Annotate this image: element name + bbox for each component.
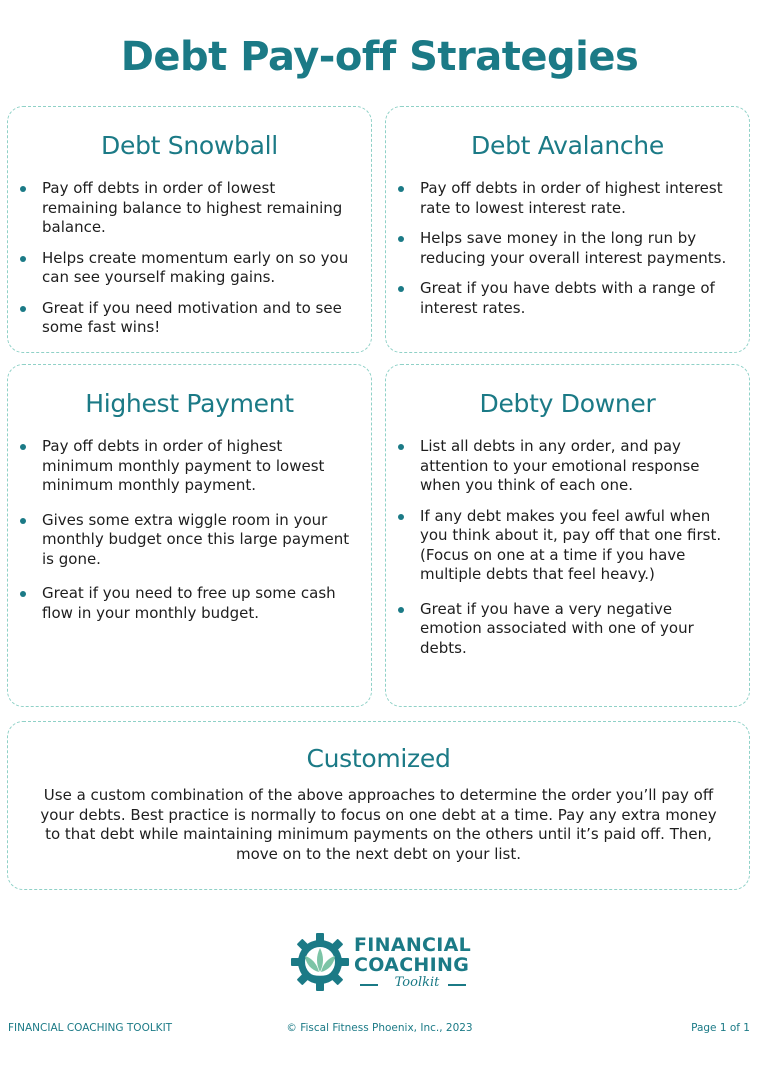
- bullet-list: [8, 437, 371, 623]
- card-debt-avalanche: [385, 106, 750, 353]
- logo-word-coaching: COACHING: [354, 954, 470, 976]
- bullet-item: List all debts in any order, and pay attention to your emotional response when you think of each one.: [386, 437, 731, 496]
- bullet-item: Great if you need to free up some cash flow in your monthly budget.: [8, 584, 353, 623]
- bullet-item: Helps create momentum early on so you can see yourself making gains.: [8, 249, 353, 288]
- card-heading: Debt Snowball: [101, 131, 278, 160]
- card-heading: Debt Avalanche: [471, 131, 664, 160]
- card-highest-payment: [7, 364, 372, 707]
- bullet-list: [386, 179, 749, 318]
- bullet-item: Gives some extra wiggle room in your monthly budget once this large payment is gone.: [8, 511, 353, 570]
- footer-page-number: Page 1 of 1: [691, 1022, 750, 1034]
- logo-word-financial: FINANCIAL: [354, 934, 472, 956]
- bullet-item: Pay off debts in order of lowest remaining balance to highest remaining balance.: [8, 179, 353, 238]
- bullet-list: [8, 179, 371, 338]
- bullet-item: Helps save money in the long run by reducing your overall interest payments.: [386, 229, 731, 268]
- card-customized: [7, 721, 750, 890]
- footer-copyright: © Fiscal Fitness Phoenix, Inc., 2023: [286, 1022, 473, 1034]
- card-heading: Highest Payment: [85, 389, 294, 418]
- gear-leaf-icon: [290, 932, 350, 992]
- bullet-item: Great if you need motivation and to see some fast wins!: [8, 299, 353, 338]
- bullet-list: [386, 437, 749, 658]
- card-heading: Debty Downer: [479, 389, 656, 418]
- bullet-item: Pay off debts in order of highest interest rate to lowest interest rate.: [386, 179, 731, 218]
- bullet-item: Pay off debts in order of highest minimum monthly payment to lowest minimum monthly payment.: [8, 437, 353, 496]
- financial-coaching-toolkit-logo: [290, 932, 480, 996]
- card-debt-snowball: [7, 106, 372, 353]
- bullet-item: Great if you have a very negative emotion associated with one of your debts.: [386, 600, 731, 659]
- footer-left: FINANCIAL COACHING TOOLKIT: [8, 1022, 173, 1034]
- page-title: Debt Pay-off Strategies: [120, 34, 639, 80]
- card-heading: Customized: [306, 744, 451, 773]
- logo-rule-right: [448, 984, 466, 986]
- bullet-item: If any debt makes you feel awful when you think about it, pay off that one first. (Focus on one at a time if you have multiple debts that feel heavy.): [386, 507, 731, 585]
- logo-word-toolkit: Toolkit: [394, 975, 440, 990]
- card-debty-downer: [385, 364, 750, 707]
- customized-body: Use a custom combination of the above approaches to determine the order you’ll pay off your debts. Best practice is normally to focus on one debt at a time. Pay any extra money to that debt while maintaining minimum payments on the others until it’s paid off. Then, move on to the next debt on your list.: [40, 786, 717, 863]
- bullet-item: Great if you have debts with a range of interest rates.: [386, 279, 731, 318]
